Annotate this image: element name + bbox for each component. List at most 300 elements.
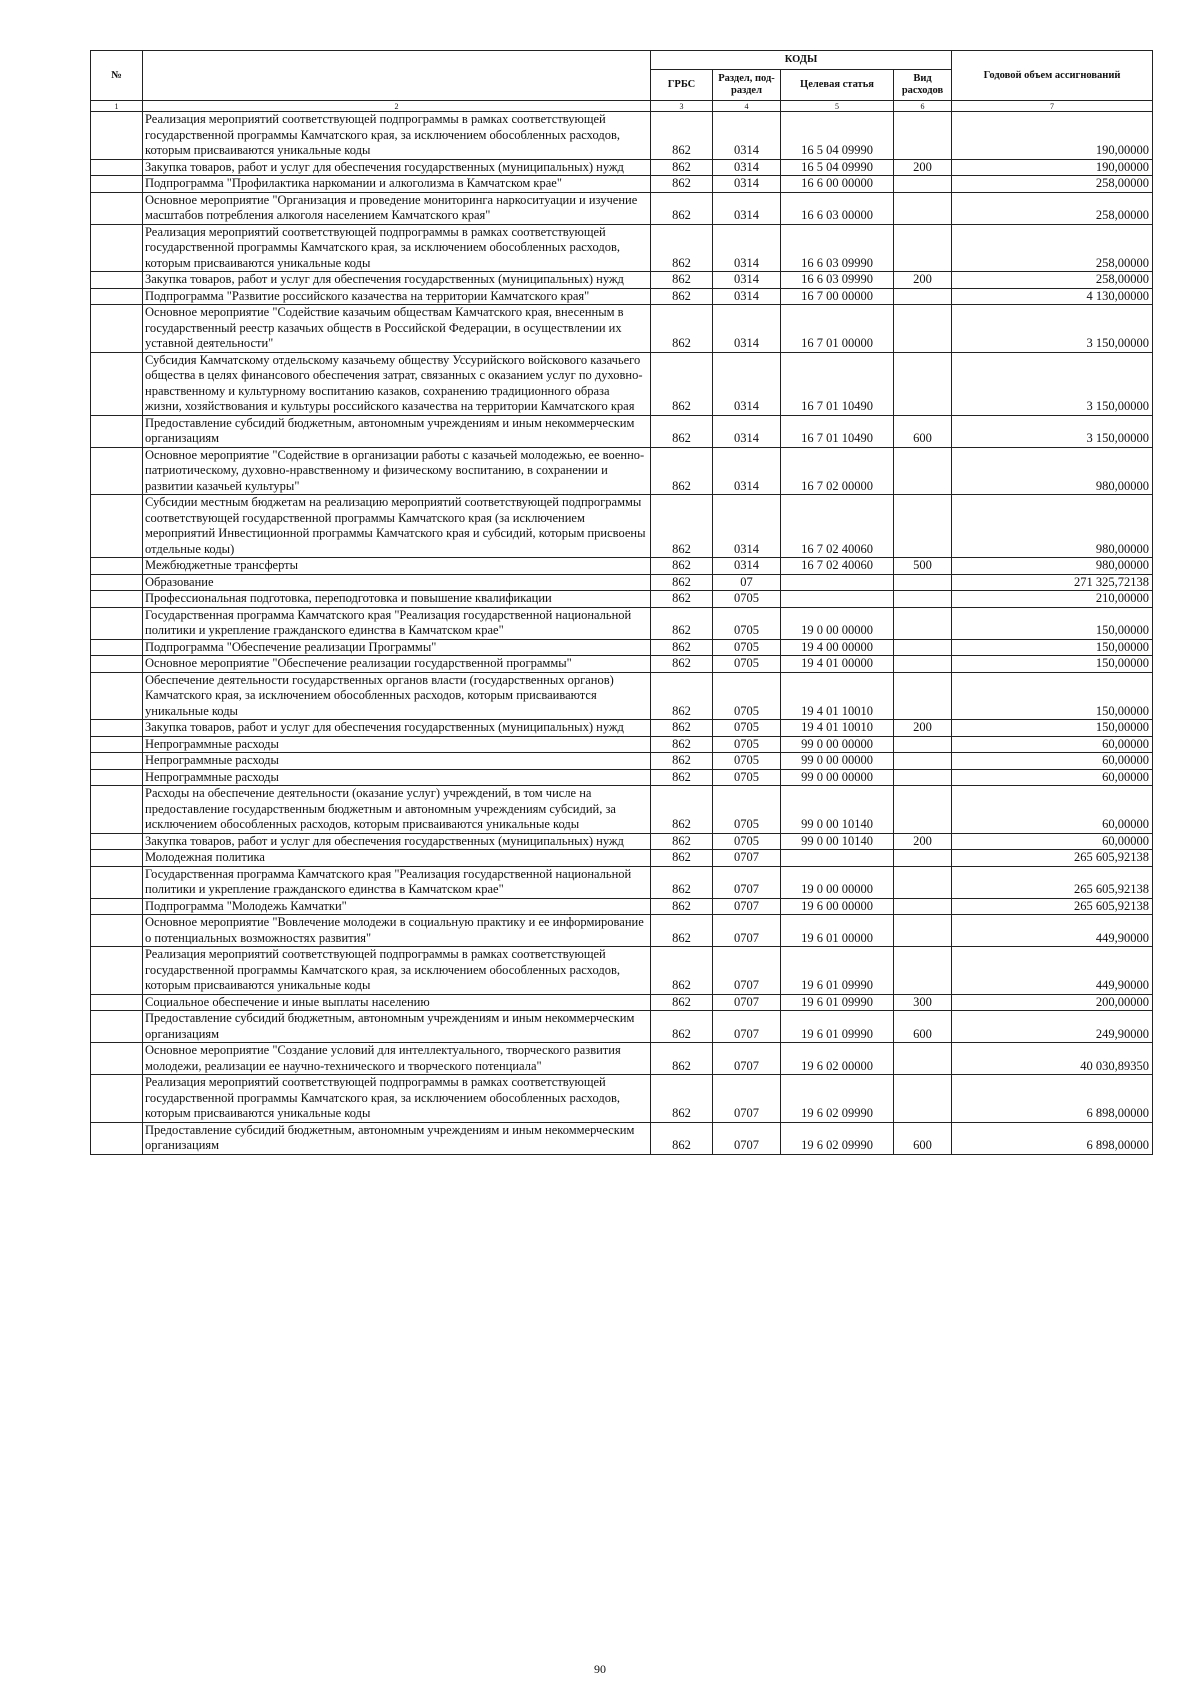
row-grbs: 862 xyxy=(651,574,713,591)
row-description: Подпрограмма "Развитие российского казачества на территории Камчатского края" xyxy=(143,288,651,305)
row-vid xyxy=(894,656,952,673)
row-grbs: 862 xyxy=(651,1043,713,1075)
table-row xyxy=(91,447,1153,495)
row-description: Реализация мероприятий соответствующей подпрограммы в рамках соответствующей государственной программы Камчатского края, за исключением обособленных расходов, которым присваиваются уникальные коды xyxy=(143,947,651,995)
row-razdel: 0707 xyxy=(713,850,781,867)
row-description: Государственная программа Камчатского края "Реализация государственной национальной политики и укрепление гражданского единства в Камчатском крае" xyxy=(143,607,651,639)
row-amount: 980,00000 xyxy=(952,558,1153,575)
row-num-cell xyxy=(91,591,143,608)
row-vid xyxy=(894,176,952,193)
row-grbs: 862 xyxy=(651,753,713,770)
row-vid xyxy=(894,769,952,786)
row-razdel: 0314 xyxy=(713,176,781,193)
row-vid xyxy=(894,639,952,656)
row-description: Профессиональная подготовка, переподготовка и повышение квалификации xyxy=(143,591,651,608)
row-tsel: 16 7 01 10490 xyxy=(781,415,894,447)
table-row xyxy=(91,720,1153,737)
row-amount: 258,00000 xyxy=(952,224,1153,272)
table-row xyxy=(91,833,1153,850)
row-amount: 60,00000 xyxy=(952,833,1153,850)
row-amount: 6 898,00000 xyxy=(952,1075,1153,1123)
row-num-cell xyxy=(91,305,143,353)
table-body xyxy=(91,112,1153,1155)
row-description: Реализация мероприятий соответствующей подпрограммы в рамках соответствующей государственной программы Камчатского края, за исключением обособленных расходов, которым присваиваются уникальные коды xyxy=(143,224,651,272)
row-grbs: 862 xyxy=(651,947,713,995)
row-description: Реализация мероприятий соответствующей подпрограммы в рамках соответствующей государственной программы Камчатского края, за исключением обособленных расходов, которым присваиваются уникальные коды xyxy=(143,112,651,160)
row-tsel: 16 7 00 00000 xyxy=(781,288,894,305)
row-amount: 449,90000 xyxy=(952,947,1153,995)
row-description: Субсидия Камчатскому отдельскому казачьему обществу Уссурийского войскового казачьего общества в целях финансового обеспечения затрат, связанных с оказанием услуг по духовно-нравственному и культурному воспитанию казаков, сохранению традиционного образа жизни, хозяйствования и культуры российского казачества на территории Камчатского края xyxy=(143,352,651,415)
row-vid: 200 xyxy=(894,720,952,737)
row-num-cell xyxy=(91,639,143,656)
row-vid xyxy=(894,192,952,224)
row-description: Подпрограмма "Профилактика наркомании и алкоголизма в Камчатском крае" xyxy=(143,176,651,193)
row-razdel: 0705 xyxy=(713,639,781,656)
row-description: Государственная программа Камчатского края "Реализация государственной национальной политики и укрепление гражданского единства в Камчатском крае" xyxy=(143,866,651,898)
row-num-cell xyxy=(91,866,143,898)
row-grbs: 862 xyxy=(651,447,713,495)
row-description: Подпрограмма "Обеспечение реализации Программы" xyxy=(143,639,651,656)
table-row xyxy=(91,352,1153,415)
row-tsel: 19 4 01 10010 xyxy=(781,720,894,737)
row-num-cell xyxy=(91,769,143,786)
row-vid: 200 xyxy=(894,833,952,850)
row-vid xyxy=(894,866,952,898)
row-tsel: 16 7 01 00000 xyxy=(781,305,894,353)
row-tsel xyxy=(781,574,894,591)
row-razdel: 0314 xyxy=(713,159,781,176)
row-razdel: 0705 xyxy=(713,720,781,737)
row-amount: 190,00000 xyxy=(952,112,1153,160)
row-num-cell xyxy=(91,656,143,673)
row-num-cell xyxy=(91,672,143,720)
row-num-cell xyxy=(91,736,143,753)
row-amount: 980,00000 xyxy=(952,495,1153,558)
table-row xyxy=(91,305,1153,353)
row-num-cell xyxy=(91,447,143,495)
row-razdel: 0314 xyxy=(713,352,781,415)
row-num-cell xyxy=(91,574,143,591)
row-tsel: 19 6 02 00000 xyxy=(781,1043,894,1075)
row-razdel: 0705 xyxy=(713,786,781,834)
row-vid xyxy=(894,915,952,947)
row-num-cell xyxy=(91,786,143,834)
table-row xyxy=(91,753,1153,770)
row-vid xyxy=(894,1075,952,1123)
row-amount: 258,00000 xyxy=(952,176,1153,193)
row-description: Образование xyxy=(143,574,651,591)
table-row xyxy=(91,272,1153,289)
row-tsel: 16 5 04 09990 xyxy=(781,159,894,176)
row-razdel: 07 xyxy=(713,574,781,591)
row-razdel: 0314 xyxy=(713,415,781,447)
row-vid xyxy=(894,112,952,160)
table-row xyxy=(91,1043,1153,1075)
row-razdel: 0707 xyxy=(713,898,781,915)
row-grbs: 862 xyxy=(651,607,713,639)
row-tsel: 19 6 02 09990 xyxy=(781,1075,894,1123)
header-description xyxy=(143,51,651,101)
row-vid xyxy=(894,305,952,353)
row-tsel: 19 6 00 00000 xyxy=(781,898,894,915)
row-razdel: 0707 xyxy=(713,947,781,995)
row-tsel: 99 0 00 00000 xyxy=(781,753,894,770)
table-row xyxy=(91,224,1153,272)
row-razdel: 0707 xyxy=(713,1043,781,1075)
table-row xyxy=(91,495,1153,558)
row-tsel: 19 6 01 09990 xyxy=(781,1011,894,1043)
row-vid: 600 xyxy=(894,415,952,447)
row-description: Обеспечение деятельности государственных органов власти (государственных органов) Камчатского края, за исключением обособленных расходов, которым присваиваются уникальные коды xyxy=(143,672,651,720)
row-num-cell xyxy=(91,607,143,639)
row-razdel: 0707 xyxy=(713,866,781,898)
row-description: Основное мероприятие "Организация и проведение мониторинга наркоситуации и изучение масштабов потребления алкоголя населением Камчатского края" xyxy=(143,192,651,224)
row-grbs: 862 xyxy=(651,1075,713,1123)
row-amount: 150,00000 xyxy=(952,672,1153,720)
row-amount: 150,00000 xyxy=(952,639,1153,656)
row-description: Предоставление субсидий бюджетным, автономным учреждениям и иным некоммерческим организациям xyxy=(143,415,651,447)
row-tsel: 16 7 02 40060 xyxy=(781,495,894,558)
row-vid xyxy=(894,1043,952,1075)
row-grbs: 862 xyxy=(651,558,713,575)
row-description: Предоставление субсидий бюджетным, автономным учреждениям и иным некоммерческим организациям xyxy=(143,1011,651,1043)
header-amount: Годовой объем ассигнований xyxy=(952,51,1153,101)
row-grbs: 862 xyxy=(651,736,713,753)
row-grbs: 862 xyxy=(651,786,713,834)
table-row xyxy=(91,415,1153,447)
row-num-cell xyxy=(91,288,143,305)
row-razdel: 0707 xyxy=(713,1122,781,1154)
row-vid xyxy=(894,898,952,915)
row-vid xyxy=(894,850,952,867)
row-grbs: 862 xyxy=(651,672,713,720)
row-amount: 265 605,92138 xyxy=(952,898,1153,915)
row-vid xyxy=(894,574,952,591)
row-num-cell xyxy=(91,224,143,272)
row-amount: 150,00000 xyxy=(952,720,1153,737)
row-grbs: 862 xyxy=(651,850,713,867)
row-amount: 258,00000 xyxy=(952,272,1153,289)
row-tsel: 16 6 03 09990 xyxy=(781,272,894,289)
page-number: 90 xyxy=(594,1662,606,1676)
row-grbs: 862 xyxy=(651,720,713,737)
table-row xyxy=(91,159,1153,176)
row-description: Непрограммные расходы xyxy=(143,753,651,770)
row-num-cell xyxy=(91,495,143,558)
row-tsel xyxy=(781,850,894,867)
row-grbs: 862 xyxy=(651,866,713,898)
row-description: Закупка товаров, работ и услуг для обеспечения государственных (муниципальных) нужд xyxy=(143,272,651,289)
row-tsel: 99 0 00 10140 xyxy=(781,833,894,850)
row-amount: 265 605,92138 xyxy=(952,850,1153,867)
table-row xyxy=(91,112,1153,160)
header-vid: Вид расходов xyxy=(894,70,952,101)
header-col-3: 3 xyxy=(651,101,713,112)
row-num-cell xyxy=(91,898,143,915)
row-razdel: 0705 xyxy=(713,769,781,786)
row-vid xyxy=(894,753,952,770)
table-row xyxy=(91,672,1153,720)
row-vid xyxy=(894,495,952,558)
row-tsel: 19 0 00 00000 xyxy=(781,866,894,898)
row-grbs: 862 xyxy=(651,176,713,193)
row-razdel: 0705 xyxy=(713,833,781,850)
row-amount: 271 325,72138 xyxy=(952,574,1153,591)
header-tsel: Целевая статья xyxy=(781,70,894,101)
row-tsel: 19 6 01 09990 xyxy=(781,947,894,995)
row-num-cell xyxy=(91,1011,143,1043)
row-num-cell xyxy=(91,1075,143,1123)
row-description: Межбюджетные трансферты xyxy=(143,558,651,575)
row-amount: 200,00000 xyxy=(952,994,1153,1011)
header-col-5: 5 xyxy=(781,101,894,112)
row-razdel: 0707 xyxy=(713,915,781,947)
row-grbs: 862 xyxy=(651,112,713,160)
row-amount: 60,00000 xyxy=(952,769,1153,786)
row-description: Подпрограмма "Молодежь Камчатки" xyxy=(143,898,651,915)
table-row xyxy=(91,558,1153,575)
budget-table-sheet xyxy=(90,50,1152,1155)
table-row xyxy=(91,769,1153,786)
row-razdel: 0707 xyxy=(713,1011,781,1043)
row-tsel: 16 6 03 00000 xyxy=(781,192,894,224)
row-vid xyxy=(894,352,952,415)
row-grbs: 862 xyxy=(651,272,713,289)
row-num-cell xyxy=(91,947,143,995)
row-grbs: 862 xyxy=(651,994,713,1011)
row-vid xyxy=(894,591,952,608)
row-vid xyxy=(894,288,952,305)
row-amount: 60,00000 xyxy=(952,753,1153,770)
row-description: Расходы на обеспечение деятельности (оказание услуг) учреждений, в том числе на предоставление государственным бюджетным и автономным учреждениям субсидий, за исключением обособленных расходов, которым присваиваются уникальные коды xyxy=(143,786,651,834)
row-num-cell xyxy=(91,850,143,867)
row-num-cell xyxy=(91,1122,143,1154)
row-grbs: 862 xyxy=(651,352,713,415)
row-razdel: 0314 xyxy=(713,447,781,495)
row-grbs: 862 xyxy=(651,224,713,272)
table-row xyxy=(91,288,1153,305)
header-grbs: ГРБС xyxy=(651,70,713,101)
table-row xyxy=(91,1011,1153,1043)
row-num-cell xyxy=(91,994,143,1011)
table-row xyxy=(91,192,1153,224)
row-description: Основное мероприятие "Обеспечение реализации государственной программы" xyxy=(143,656,651,673)
row-amount: 3 150,00000 xyxy=(952,415,1153,447)
row-amount: 6 898,00000 xyxy=(952,1122,1153,1154)
row-razdel: 0705 xyxy=(713,591,781,608)
row-amount: 150,00000 xyxy=(952,656,1153,673)
header-codes: КОДЫ xyxy=(651,51,952,70)
row-tsel: 19 0 00 00000 xyxy=(781,607,894,639)
row-razdel: 0707 xyxy=(713,1075,781,1123)
row-description: Непрограммные расходы xyxy=(143,736,651,753)
row-vid: 200 xyxy=(894,159,952,176)
table-row xyxy=(91,574,1153,591)
row-razdel: 0314 xyxy=(713,112,781,160)
row-grbs: 862 xyxy=(651,1011,713,1043)
header-col-1: 1 xyxy=(91,101,143,112)
row-vid: 600 xyxy=(894,1011,952,1043)
row-razdel: 0314 xyxy=(713,288,781,305)
row-grbs: 862 xyxy=(651,591,713,608)
row-razdel: 0314 xyxy=(713,192,781,224)
table-row xyxy=(91,786,1153,834)
row-amount: 210,00000 xyxy=(952,591,1153,608)
row-description: Закупка товаров, работ и услуг для обеспечения государственных (муниципальных) нужд xyxy=(143,159,651,176)
row-amount: 190,00000 xyxy=(952,159,1153,176)
row-amount: 150,00000 xyxy=(952,607,1153,639)
row-vid: 200 xyxy=(894,272,952,289)
row-razdel: 0705 xyxy=(713,672,781,720)
row-tsel: 99 0 00 10140 xyxy=(781,786,894,834)
row-razdel: 0314 xyxy=(713,224,781,272)
table-row xyxy=(91,736,1153,753)
row-razdel: 0707 xyxy=(713,994,781,1011)
table-row xyxy=(91,1122,1153,1154)
row-razdel: 0314 xyxy=(713,272,781,289)
table-row xyxy=(91,947,1153,995)
row-num-cell xyxy=(91,176,143,193)
row-num-cell xyxy=(91,415,143,447)
row-tsel: 16 6 03 09990 xyxy=(781,224,894,272)
row-grbs: 862 xyxy=(651,159,713,176)
row-amount: 60,00000 xyxy=(952,786,1153,834)
row-tsel: 19 6 01 00000 xyxy=(781,915,894,947)
table-row xyxy=(91,994,1153,1011)
row-num-cell xyxy=(91,1043,143,1075)
row-description: Закупка товаров, работ и услуг для обеспечения государственных (муниципальных) нужд xyxy=(143,720,651,737)
row-grbs: 862 xyxy=(651,769,713,786)
row-amount: 40 030,89350 xyxy=(952,1043,1153,1075)
row-vid xyxy=(894,736,952,753)
row-num-cell xyxy=(91,112,143,160)
table-row xyxy=(91,639,1153,656)
header-col-4: 4 xyxy=(713,101,781,112)
row-num-cell xyxy=(91,833,143,850)
row-grbs: 862 xyxy=(651,915,713,947)
row-vid: 300 xyxy=(894,994,952,1011)
table-row xyxy=(91,591,1153,608)
row-tsel: 16 6 00 00000 xyxy=(781,176,894,193)
row-num-cell xyxy=(91,272,143,289)
row-razdel: 0705 xyxy=(713,656,781,673)
table-row xyxy=(91,866,1153,898)
row-grbs: 862 xyxy=(651,192,713,224)
table-row xyxy=(91,176,1153,193)
row-tsel: 99 0 00 00000 xyxy=(781,736,894,753)
row-razdel: 0705 xyxy=(713,607,781,639)
row-grbs: 862 xyxy=(651,415,713,447)
row-amount: 3 150,00000 xyxy=(952,352,1153,415)
row-tsel: 16 5 04 09990 xyxy=(781,112,894,160)
row-razdel: 0705 xyxy=(713,753,781,770)
budget-table xyxy=(90,50,1153,1155)
table-row xyxy=(91,850,1153,867)
row-description: Непрограммные расходы xyxy=(143,769,651,786)
table-header xyxy=(91,51,1153,112)
row-razdel: 0314 xyxy=(713,558,781,575)
row-vid xyxy=(894,947,952,995)
row-vid xyxy=(894,672,952,720)
row-tsel: 16 7 02 00000 xyxy=(781,447,894,495)
row-num-cell xyxy=(91,159,143,176)
row-description: Основное мероприятие "Вовлечение молодежи в социальную практику и ее информирование о потенциальных возможностях развития" xyxy=(143,915,651,947)
row-description: Основное мероприятие "Создание условий для интеллектуального, творческого развития молодежи, реализации ее научно-технического и творческого потенциала" xyxy=(143,1043,651,1075)
row-grbs: 862 xyxy=(651,1122,713,1154)
row-amount: 4 130,00000 xyxy=(952,288,1153,305)
row-num-cell xyxy=(91,192,143,224)
row-amount: 449,90000 xyxy=(952,915,1153,947)
row-tsel: 16 7 02 40060 xyxy=(781,558,894,575)
row-tsel: 16 7 01 10490 xyxy=(781,352,894,415)
row-razdel: 0314 xyxy=(713,305,781,353)
table-row xyxy=(91,1075,1153,1123)
row-grbs: 862 xyxy=(651,898,713,915)
header-col-6: 6 xyxy=(894,101,952,112)
row-tsel xyxy=(781,591,894,608)
row-description: Основное мероприятие "Содействие казачьим обществам Камчатского края, внесенным в государственный реестр казачьих обществ в Российской Федерации, в осуществлении их уставной деятельности" xyxy=(143,305,651,353)
row-description: Социальное обеспечение и иные выплаты населению xyxy=(143,994,651,1011)
row-razdel: 0705 xyxy=(713,736,781,753)
header-num: № xyxy=(91,51,143,101)
row-num-cell xyxy=(91,558,143,575)
row-vid xyxy=(894,447,952,495)
row-description: Реализация мероприятий соответствующей подпрограммы в рамках соответствующей государственной программы Камчатского края, за исключением обособленных расходов, которым присваиваются уникальные коды xyxy=(143,1075,651,1123)
row-amount: 249,90000 xyxy=(952,1011,1153,1043)
row-num-cell xyxy=(91,720,143,737)
row-amount: 258,00000 xyxy=(952,192,1153,224)
row-amount: 265 605,92138 xyxy=(952,866,1153,898)
row-amount: 3 150,00000 xyxy=(952,305,1153,353)
row-description: Субсидии местным бюджетам на реализацию мероприятий соответствующей подпрограммы соответствующей государственной программы Камчатского края (за исключением мероприятий Инвестиционной программы Камчатского края и субсидий, которым присвоены отдельные коды) xyxy=(143,495,651,558)
row-tsel: 19 6 02 09990 xyxy=(781,1122,894,1154)
row-vid: 500 xyxy=(894,558,952,575)
row-tsel: 19 4 00 00000 xyxy=(781,639,894,656)
row-tsel: 19 6 01 09990 xyxy=(781,994,894,1011)
table-row xyxy=(91,898,1153,915)
row-description: Молодежная политика xyxy=(143,850,651,867)
row-description: Основное мероприятие "Содействие в организации работы с казачьей молодежью, ее военно-патриотическому, духовно-нравственному и физическому воспитанию, в сохранении и развитии казачьей культуры" xyxy=(143,447,651,495)
row-description: Закупка товаров, работ и услуг для обеспечения государственных (муниципальных) нужд xyxy=(143,833,651,850)
row-grbs: 862 xyxy=(651,305,713,353)
row-vid xyxy=(894,224,952,272)
row-tsel: 99 0 00 00000 xyxy=(781,769,894,786)
table-row xyxy=(91,915,1153,947)
header-col-2: 2 xyxy=(143,101,651,112)
row-vid xyxy=(894,607,952,639)
row-razdel: 0314 xyxy=(713,495,781,558)
row-amount: 60,00000 xyxy=(952,736,1153,753)
table-row xyxy=(91,656,1153,673)
row-tsel: 19 4 01 10010 xyxy=(781,672,894,720)
table-row xyxy=(91,607,1153,639)
row-grbs: 862 xyxy=(651,639,713,656)
row-grbs: 862 xyxy=(651,656,713,673)
row-amount: 980,00000 xyxy=(952,447,1153,495)
row-num-cell xyxy=(91,753,143,770)
row-grbs: 862 xyxy=(651,288,713,305)
header-razdel: Раздел, под-раздел xyxy=(713,70,781,101)
row-vid xyxy=(894,786,952,834)
header-col-7: 7 xyxy=(952,101,1153,112)
row-grbs: 862 xyxy=(651,495,713,558)
row-vid: 600 xyxy=(894,1122,952,1154)
row-tsel: 19 4 01 00000 xyxy=(781,656,894,673)
row-description: Предоставление субсидий бюджетным, автономным учреждениям и иным некоммерческим организациям xyxy=(143,1122,651,1154)
row-num-cell xyxy=(91,915,143,947)
row-grbs: 862 xyxy=(651,833,713,850)
row-num-cell xyxy=(91,352,143,415)
